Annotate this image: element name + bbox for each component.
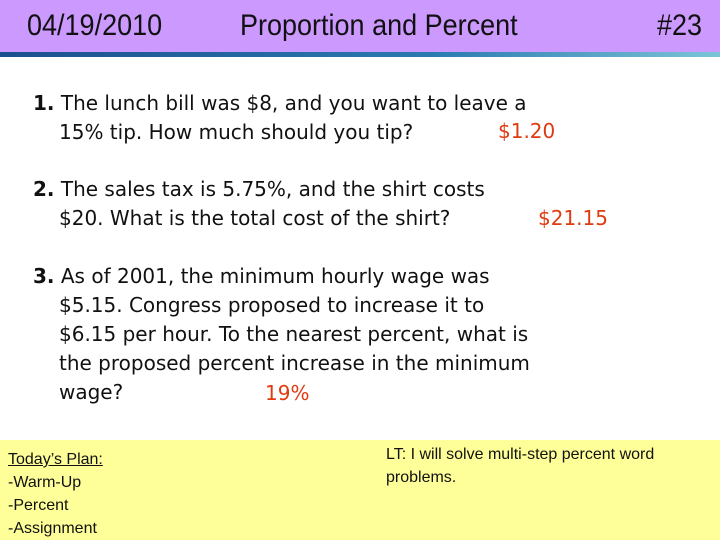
question-text: The lunch bill was $8, and you want to leave a bbox=[60, 91, 527, 115]
plan-item: -Assignment bbox=[8, 520, 97, 537]
question-number: 1. bbox=[33, 91, 55, 115]
answer-1: $1.20 bbox=[498, 119, 556, 143]
question-text: $20. What is the total cost of the shirt? bbox=[59, 206, 451, 230]
learning-target: LT: I will solve multi-step percent word problems. bbox=[386, 446, 655, 486]
question-2 bbox=[33, 175, 485, 233]
answer-3: 19% bbox=[265, 381, 310, 405]
question-text: wage? bbox=[59, 380, 124, 404]
answer-2: $21.15 bbox=[538, 206, 608, 230]
header-divider bbox=[0, 52, 720, 57]
title-bar bbox=[0, 0, 720, 52]
question-text: 15% tip. How much should you tip? bbox=[59, 120, 414, 144]
question-number: 3. bbox=[33, 264, 55, 288]
plan-box bbox=[0, 440, 720, 540]
slide-title: Proportion and Percent bbox=[240, 9, 518, 42]
plan-heading: Today’s Plan: bbox=[8, 451, 103, 468]
question-text: $6.15 per hour. To the nearest percent, what is bbox=[59, 322, 529, 346]
question-text: $5.15. Congress proposed to increase it to bbox=[59, 293, 485, 317]
question-text: As of 2001, the minimum hourly wage was bbox=[60, 264, 490, 288]
plan-item: -Warm-Up bbox=[8, 474, 82, 491]
question-text: The sales tax is 5.75%, and the shirt costs bbox=[60, 177, 485, 201]
todays-plan bbox=[8, 448, 103, 540]
slide-number: #23 bbox=[657, 9, 703, 42]
slide-date: 04/19/2010 bbox=[27, 9, 163, 42]
question-1 bbox=[33, 89, 527, 147]
question-number: 2. bbox=[33, 177, 55, 201]
question-text: the proposed percent increase in the minimum bbox=[59, 351, 530, 375]
plan-item: -Percent bbox=[8, 497, 69, 514]
